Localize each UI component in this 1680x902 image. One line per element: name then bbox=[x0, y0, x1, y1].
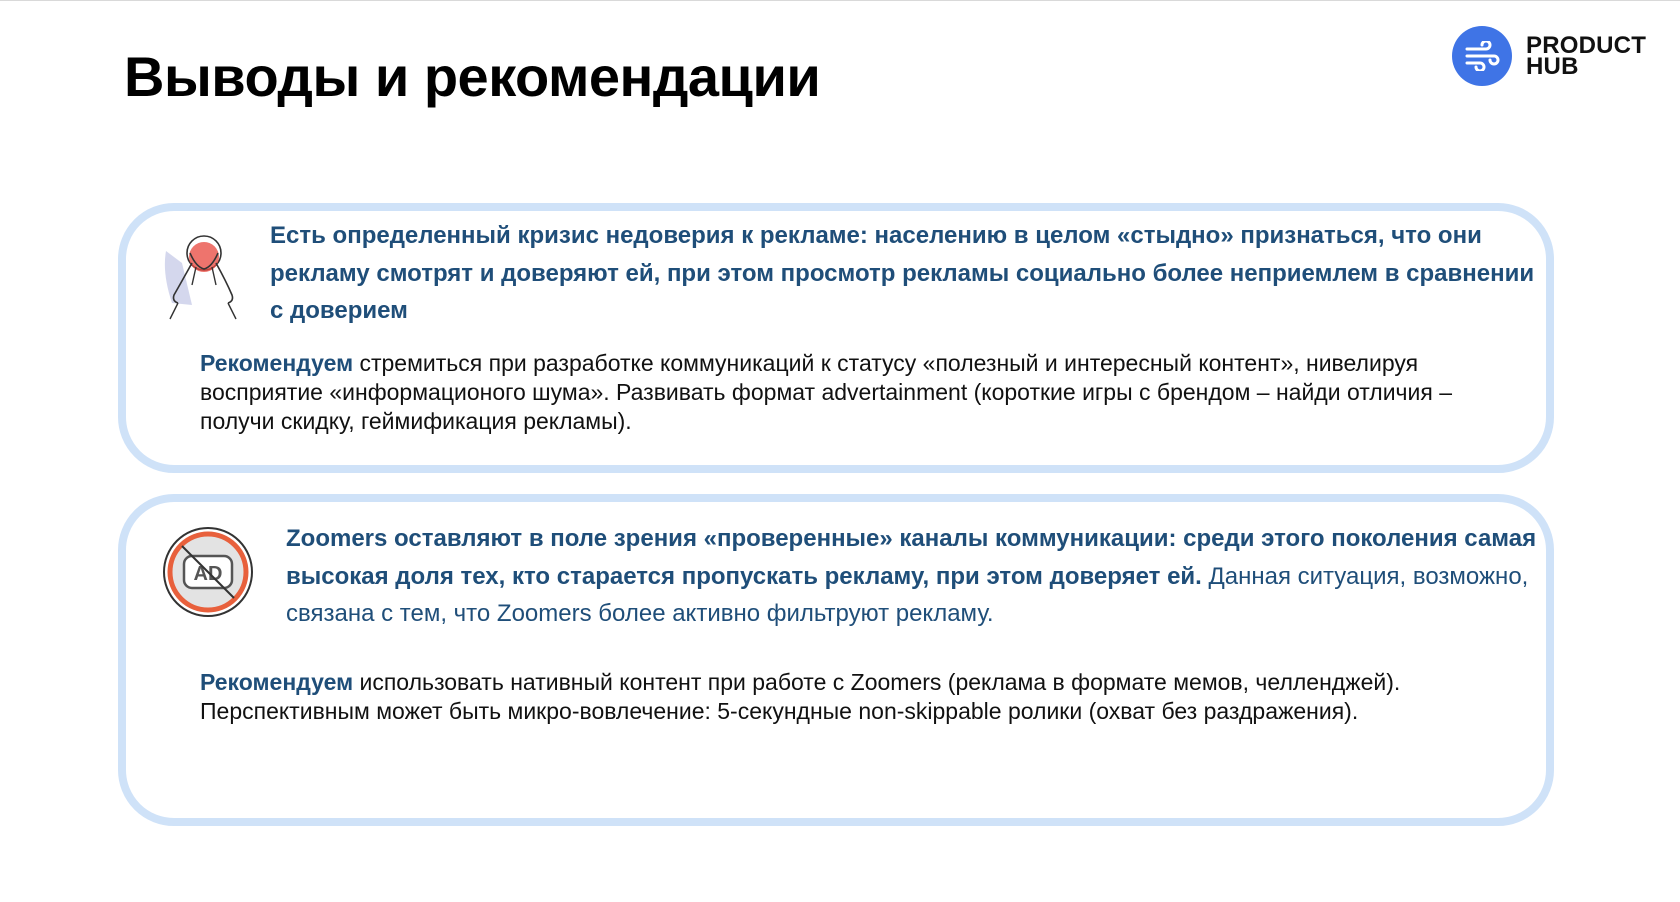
logo-wordmark bbox=[1526, 32, 1647, 80]
insight-headline-2 bbox=[286, 520, 1546, 633]
recommendation-1 bbox=[200, 349, 1480, 436]
recommendation-1-lead: Рекомендуем bbox=[200, 350, 354, 376]
ashamed-person-icon bbox=[152, 223, 252, 323]
recommendation-2 bbox=[200, 668, 1480, 726]
logo-line-1: PRODUCT bbox=[1526, 32, 1647, 59]
insight-card-1 bbox=[118, 203, 1554, 473]
insight-card-2 bbox=[118, 494, 1554, 826]
recommendation-1-text: стремиться при разработке коммуникаций к статусу «полезный и интересный контент», нивелируя восприятие «информационого шума». Развивать формат advertainment (короткие игры с брендом – найди отличия – получи скидку, геймификация рекламы). bbox=[200, 350, 1453, 434]
insight-headline-2-bold: Zoomers оставляют в поле зрения «проверенные» каналы коммуникации: среди этого поколения самая высокая доля тех, кто старается пропускать рекламу, при этом доверяет ей. bbox=[286, 525, 1537, 590]
product-hub-logo bbox=[1452, 24, 1662, 88]
top-divider bbox=[0, 0, 1680, 1]
recommendation-2-text: использовать нативный контент при работе с Zoomers (реклама в формате мемов, челленджей). Перспективным может быть микро-вовлечение: 5-секундные non-skippable ролики (охват без раздражения). bbox=[200, 669, 1401, 724]
insight-headline-1-bold: Есть определенный кризис недоверия к рекламе: населению в целом «стыдно» признаться, что они рекламу смотрят и доверяют ей, при этом просмотр рекламы социально более неприемлем в сравнении с доверием bbox=[270, 222, 1535, 324]
insight-headline-2-plain: Данная ситуация, возможно, связана с тем, что Zoomers более активно фильтруют рекламу. bbox=[286, 562, 1529, 627]
no-ads-icon bbox=[160, 524, 260, 624]
page-title: Выводы и рекомендации bbox=[124, 45, 821, 108]
insight-headline-1 bbox=[270, 217, 1540, 330]
recommendation-2-lead: Рекомендуем bbox=[200, 669, 354, 695]
no-ads-icon-label: AD bbox=[193, 563, 223, 585]
logo-line-2: HUB bbox=[1526, 53, 1579, 80]
wind-icon bbox=[1452, 26, 1512, 86]
